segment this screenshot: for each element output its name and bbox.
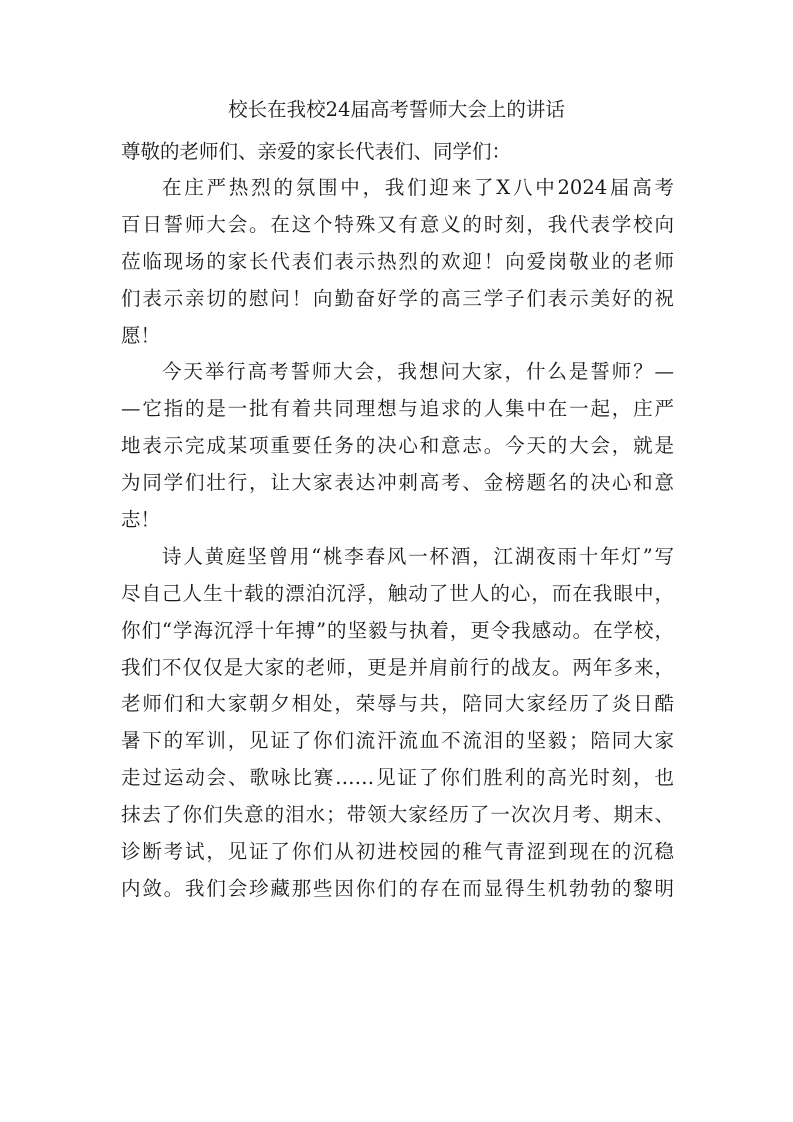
page-title: 校长在我校24届高考誓师大会上的讲话 xyxy=(228,98,565,121)
text-line: 在庄严热烈的氛围中，我们迎来了X八中2024届高考 xyxy=(162,176,674,199)
paragraph-welcome xyxy=(121,170,674,354)
paragraph-memories xyxy=(121,539,674,908)
paragraph-oath-meaning xyxy=(121,354,674,538)
text-line: 诊断考试，见证了你们从初进校园的稚气青涩到现在的沉稳 xyxy=(121,840,674,864)
text-line: 走过运动会、歌咏比赛……见证了你们胜利的高光时刻，也 xyxy=(121,766,674,790)
speech-body xyxy=(121,170,674,908)
text-line: 为同学们壮行，让大家表达冲刺高考、金榜题名的决心和意 xyxy=(121,471,674,495)
text-line: 老师们和大家朝夕相处，荣辱与共，陪同大家经历了炎日酷 xyxy=(121,692,674,716)
text-line: 莅临现场的家长代表们表示热烈的欢迎！向爱岗敬业的老师 xyxy=(121,249,674,273)
salutation: 尊敬的老师们、亲爱的家长代表们、同学们： xyxy=(121,140,512,163)
text-line: —它指的是一批有着共同理想与追求的人集中在一起，庄严 xyxy=(121,397,674,421)
text-line: 诗人黄庭坚曾用“桃李春风一杯酒，江湖夜雨十年灯”写 xyxy=(162,544,674,568)
text-line: 志！ xyxy=(121,508,161,532)
text-line: 抹去了你们失意的泪水；带领大家经历了一次次月考、期末、 xyxy=(121,803,674,827)
text-line: 你们“学海沉浮十年搏”的坚毅与执着，更令我感动。在学校， xyxy=(121,618,674,642)
text-line: 愿！ xyxy=(121,323,161,347)
text-line: 暑下的军训，见证了你们流汗流血不流泪的坚毅；陪同大家 xyxy=(121,729,674,753)
text-line: 们表示亲切的慰问！向勤奋好学的高三学子们表示美好的祝 xyxy=(121,286,674,310)
text-line: 我们不仅仅是大家的老师，更是并肩前行的战友。两年多来， xyxy=(121,655,674,679)
text-line: 百日誓师大会。在这个特殊又有意义的时刻，我代表学校向 xyxy=(121,212,674,236)
text-line: 地表示完成某项重要任务的决心和意志。今天的大会，就是 xyxy=(121,434,674,458)
text-line: 内敛。我们会珍藏那些因你们的存在而显得生机勃勃的黎明 xyxy=(121,876,674,900)
text-line: 今天举行高考誓师大会，我想问大家，什么是誓师？— xyxy=(162,360,674,384)
text-line: 尽自己人生十载的漂泊沉浮，触动了世人的心，而在我眼中， xyxy=(121,581,674,605)
